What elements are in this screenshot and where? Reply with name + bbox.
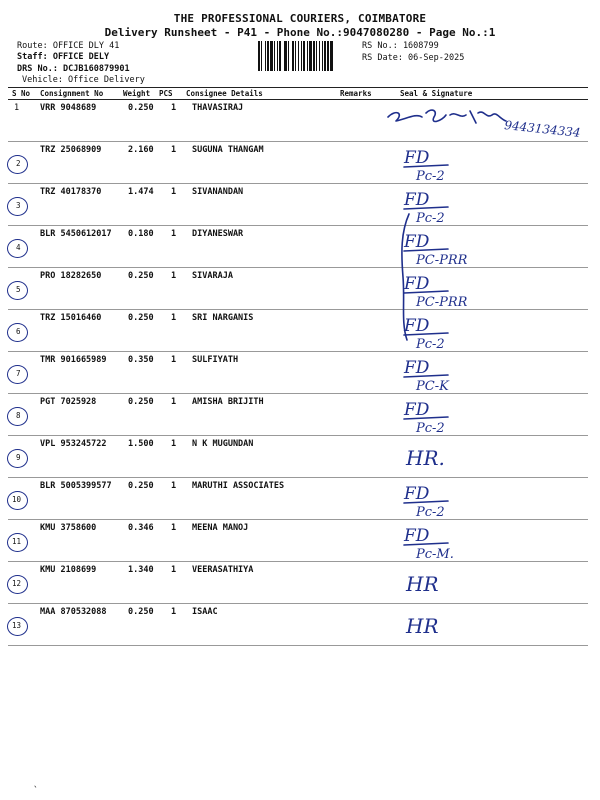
- row-weight: 1.500: [128, 439, 154, 449]
- table-row: [8, 309, 588, 352]
- col-consignee: Consignee Details: [186, 89, 263, 98]
- row-consignee: MARUTHI ASSOCIATES: [192, 481, 285, 491]
- row-consignee: DIYANESWAR: [192, 229, 244, 239]
- table-row: [8, 267, 588, 310]
- svg-text:FD: FD: [404, 484, 430, 504]
- row-sno: 4: [16, 243, 21, 252]
- rs-number: RS No.: 1608799: [362, 41, 439, 51]
- row-sno: 1: [14, 103, 20, 113]
- table-row: [8, 603, 588, 646]
- handwritten-signature: [386, 267, 586, 309]
- row-consignee: ISAAC: [192, 607, 218, 617]
- svg-text:HR: HR: [406, 614, 439, 638]
- row-weight: 1.340: [128, 565, 154, 575]
- row-consignee: SRI NARGANIS: [192, 313, 254, 323]
- row-pcs: 1: [171, 481, 177, 491]
- row-consignment: TRZ 25068909: [40, 145, 102, 155]
- row-consignment: TRZ 40178370: [40, 187, 102, 197]
- company-title: THE PROFESSIONAL COURIERS, COIMBATORE: [173, 12, 427, 25]
- svg-text:FD: FD: [404, 400, 430, 420]
- staff-text: Staff: OFFICE DELY: [17, 52, 110, 62]
- table-row: [8, 141, 588, 184]
- row-consignee: SIVARAJA: [192, 271, 233, 281]
- row-pcs: 1: [171, 607, 177, 617]
- row-sno: 6: [16, 327, 21, 336]
- table-row: [8, 477, 588, 520]
- table-row: [8, 99, 588, 142]
- barcode-bar: [333, 41, 334, 71]
- svg-text:Pc-2: Pc-2: [416, 211, 445, 226]
- row-consignment: TRZ 15016460: [40, 313, 102, 323]
- svg-text:PC-PRR: PC-PRR: [416, 253, 468, 268]
- rs-date: RS Date: 06-Sep-2025: [362, 53, 465, 63]
- handwritten-signature: [386, 351, 586, 393]
- row-consignment: VPL 953245722: [40, 439, 107, 449]
- row-weight: 0.346: [128, 523, 154, 533]
- table-row: [8, 519, 588, 562]
- drs-number: DRS No.: DCJB160879901: [17, 64, 130, 74]
- svg-text:HR: HR: [406, 572, 439, 596]
- svg-text:FD: FD: [404, 190, 430, 210]
- row-pcs: 1: [171, 397, 177, 407]
- table-row: [8, 435, 588, 478]
- vehicle-text: Vehicle: Office Delivery: [22, 75, 145, 85]
- row-weight: 0.250: [128, 607, 154, 617]
- col-pcs: PCS: [159, 89, 173, 98]
- row-consignee: THAVASIRAJ: [192, 103, 244, 113]
- svg-text:FD: FD: [404, 274, 430, 294]
- handwritten-signature: [386, 99, 586, 141]
- row-sno: 5: [16, 285, 21, 294]
- row-consignment: VRR 9048689: [40, 103, 97, 113]
- handwritten-signature: [386, 603, 586, 645]
- handwritten-signature: [386, 393, 586, 435]
- row-weight: 0.350: [128, 355, 154, 365]
- row-pcs: 1: [171, 187, 177, 197]
- table-row: [8, 225, 588, 268]
- row-consignee: SULFIYATH: [192, 355, 239, 365]
- row-weight: 0.250: [128, 271, 154, 281]
- col-weight: Weight: [123, 89, 151, 98]
- row-sno: 7: [16, 369, 21, 378]
- row-consignee: MEENA MANOJ: [192, 523, 249, 533]
- svg-text:FD: FD: [404, 316, 430, 336]
- row-consignment: KMU 2108699: [40, 565, 97, 575]
- svg-text:Pc-M.: Pc-M.: [416, 547, 454, 562]
- row-consignment: MAA 870532088: [40, 607, 107, 617]
- row-consignment: TMR 901665989: [40, 355, 107, 365]
- row-sno: 12: [12, 579, 22, 588]
- row-consignee: SIVANANDAN: [192, 187, 244, 197]
- row-pcs: 1: [171, 313, 177, 323]
- col-signature: Seal & Signature: [400, 89, 473, 98]
- barcode-image: [258, 41, 360, 71]
- svg-text:Pc-2: Pc-2: [416, 337, 445, 352]
- svg-text:PC-K: PC-K: [416, 379, 449, 394]
- row-pcs: 1: [171, 103, 177, 113]
- row-sno: 2: [16, 159, 21, 168]
- row-consignee: AMISHA BRIJITH: [192, 397, 264, 407]
- row-weight: 0.250: [128, 103, 154, 113]
- row-pcs: 1: [171, 439, 177, 449]
- handwritten-signature: [386, 309, 586, 351]
- col-consignment: Consignment No: [40, 89, 104, 98]
- svg-text:FD: FD: [404, 148, 430, 168]
- svg-text:9443134334: 9443134334: [503, 118, 582, 140]
- svg-text:Pc-2: Pc-2: [416, 169, 445, 184]
- route-text: Route: OFFICE DLY 41: [17, 41, 120, 51]
- row-sno: 11: [12, 537, 22, 546]
- row-sno: 3: [16, 201, 21, 210]
- handwritten-signature: [386, 183, 586, 225]
- row-sno: 13: [12, 621, 22, 630]
- handwritten-signature: [386, 225, 586, 267]
- row-sno: 10: [12, 495, 22, 504]
- svg-text:FD: FD: [404, 526, 430, 546]
- svg-text:Pc-2: Pc-2: [416, 421, 445, 436]
- row-weight: 0.250: [128, 397, 154, 407]
- row-consignment: PRO 18282650: [40, 271, 102, 281]
- table-row: [8, 351, 588, 394]
- svg-text:FD: FD: [404, 358, 430, 378]
- svg-text:Pc-2: Pc-2: [416, 505, 445, 520]
- col-remarks: Remarks: [340, 89, 372, 98]
- row-weight: 0.180: [128, 229, 154, 239]
- handwritten-signature: [386, 561, 586, 603]
- row-consignment: BLR 5450612017: [40, 229, 112, 239]
- handwritten-signature: [386, 435, 586, 477]
- row-consignee: SUGUNA THANGAM: [192, 145, 264, 155]
- table-row: [8, 561, 588, 604]
- row-consignment: BLR 5005399577: [40, 481, 112, 491]
- row-weight: 0.250: [128, 313, 154, 323]
- row-pcs: 1: [171, 523, 177, 533]
- svg-text:FD: FD: [404, 232, 430, 252]
- row-weight: 1.474: [128, 187, 154, 197]
- row-consignment: PGT 7025928: [40, 397, 97, 407]
- row-consignee: N K MUGUNDAN: [192, 439, 254, 449]
- table-row: [8, 183, 588, 226]
- svg-text:HR.: HR.: [406, 446, 445, 470]
- col-sno: S No: [12, 89, 31, 98]
- row-sno: 8: [16, 411, 21, 420]
- row-weight: 2.160: [128, 145, 154, 155]
- handwritten-signature: [386, 477, 586, 519]
- row-pcs: 1: [171, 355, 177, 365]
- handwritten-bracket: [395, 212, 415, 342]
- row-consignment: KMU 3758600: [40, 523, 97, 533]
- svg-text:PC-PRR: PC-PRR: [416, 295, 468, 310]
- row-consignee: VEERASATHIYA: [192, 565, 254, 575]
- row-sno: 9: [16, 453, 21, 462]
- handwritten-signature: [386, 519, 586, 561]
- row-pcs: 1: [171, 229, 177, 239]
- row-pcs: 1: [171, 145, 177, 155]
- margin-mark: `: [33, 786, 39, 796]
- table-row: [8, 393, 588, 436]
- handwritten-signature: [386, 141, 586, 183]
- row-pcs: 1: [171, 271, 177, 281]
- row-pcs: 1: [171, 565, 177, 575]
- runsheet-title: Delivery Runsheet - P41 - Phone No.:9047080280 - Page No.:1: [104, 26, 496, 39]
- row-weight: 0.250: [128, 481, 154, 491]
